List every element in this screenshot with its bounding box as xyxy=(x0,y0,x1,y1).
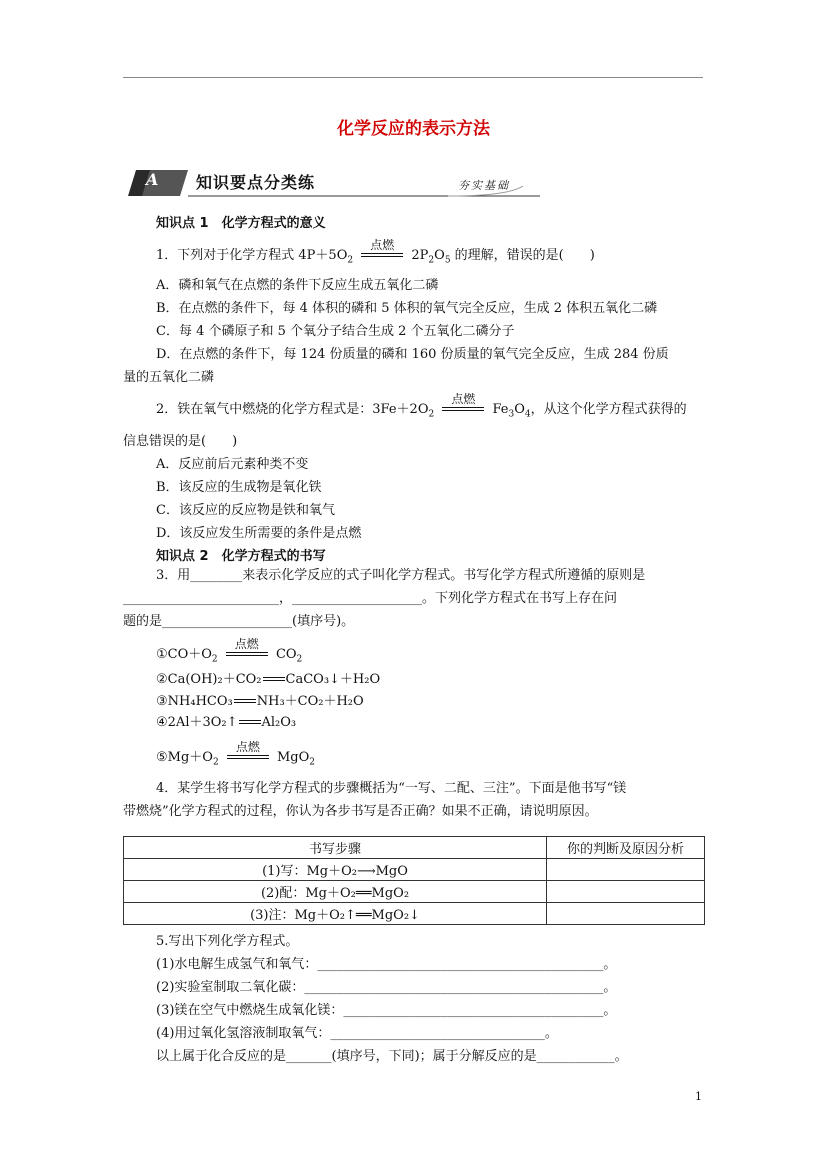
step-cell: (2)配：Mg＋O₂══MgO₂ xyxy=(124,881,547,903)
answer-cell[interactable] xyxy=(547,903,705,925)
section-heading-2: 知识点 2 化学方程式的书写 xyxy=(156,549,326,564)
q1-option-b: B．在点燃的条件下，每 4 体积的磷和 5 体积的氧气完全反应，生成 2 体积五氧化二磷 xyxy=(156,301,658,316)
document-title: 化学反应的表示方法 xyxy=(337,119,490,139)
q2-option-a: A．反应前后元素种类不变 xyxy=(156,457,309,472)
q5-item-1: (1)水电解生成氢气和氧气：____________________________________________。 xyxy=(156,957,617,972)
section-heading-1: 知识点 1 化学方程式的意义 xyxy=(156,216,326,231)
table-header-analysis: 你的判断及原因分析 xyxy=(547,837,705,859)
equation-5: $⑤Mg+O_2$ 点燃 MgO$_2$ xyxy=(156,739,315,768)
banner-subtitle: 夯实基础 xyxy=(458,179,510,192)
q2-option-c: C．该反应的反应物是铁和氧气 xyxy=(156,503,335,518)
question-2-stem: 2．铁在氧气中燃烧的化学方程式是：$3Fe+2O_2$ 点燃 $Fe_3O_4$，从这个化学方程式获得的 xyxy=(156,391,687,420)
table-row xyxy=(124,881,705,903)
header-rule xyxy=(123,77,703,78)
page-number: 1 xyxy=(695,1090,702,1103)
q5-summary: 以上属于化合反应的是_______(填序号，下同)；属于分解反应的是____________。 xyxy=(156,1049,628,1064)
table-row xyxy=(124,903,705,925)
reaction-arrow: 点燃 xyxy=(442,405,484,415)
q2-option-b: B．该反应的生成物是氧化铁 xyxy=(156,480,322,495)
question-4-line2: 带燃烧”化学方程式的过程，你认为各步书写是否正确？如果不正确，请说明原因。 xyxy=(123,804,598,819)
q2-option-d: D．该反应发生所需要的条件是点燃 xyxy=(156,526,362,541)
equation-4: ④2Al＋3O₂↑ Al₂O₃ xyxy=(156,715,297,730)
step-cell: (3)注：Mg＋O₂↑══MgO₂↓ xyxy=(124,903,547,925)
answer-cell[interactable] xyxy=(547,881,705,903)
question-2-stem-cont: 信息错误的是( ) xyxy=(123,434,238,449)
question-3-line1: 3．用________来表示化学反应的式子叫化学方程式。书写化学方程式所遵循的原则是 xyxy=(156,568,646,583)
q5-item-4: (4)用过氧化氢溶液制取氧气：_________________________________。 xyxy=(156,1026,558,1041)
banner-number: A xyxy=(146,170,159,189)
question-4-line1: 4．某学生将书写化学方程式的步骤概括为“一写、二配、三注”。下面是他书写“镁 xyxy=(156,781,627,796)
step-cell: (1)写：Mg＋O₂⟶MgO xyxy=(124,859,547,881)
steps-table xyxy=(123,836,705,925)
reaction-arrow: 点燃 xyxy=(227,753,269,763)
table-row xyxy=(124,859,705,881)
equation-2: ②Ca(OH)₂＋CO₂ CaCO₃↓＋H₂O xyxy=(156,672,381,687)
q1-option-a: A．磷和氧气在点燃的条件下反应生成五氧化二磷 xyxy=(156,278,439,293)
question-3-line3: 题的是____________________(填序号)。 xyxy=(123,614,355,629)
reaction-arrow: 点燃 xyxy=(226,650,268,660)
answer-cell[interactable] xyxy=(547,859,705,881)
equation-1: $①CO+O_2$ 点燃 $CO_2$ xyxy=(156,636,303,665)
q5-item-2: (2)实验室制取二氧化碳：______________________________________________。 xyxy=(156,980,617,995)
table-header-steps: 书写步骤 xyxy=(124,837,547,859)
q5-item-3: (3)镁在空气中燃烧生成氧化镁：________________________________________。 xyxy=(156,1003,617,1018)
reaction-arrow: 点燃 xyxy=(361,251,403,261)
question-5-stem: 5.写出下列化学方程式。 xyxy=(156,934,299,949)
q1-option-d: D．在点燃的条件下，每 124 份质量的磷和 160 份质量的氧气完全反应，生成 284 份质 xyxy=(156,347,669,362)
q1-option-d-cont: 量的五氧化二磷 xyxy=(123,370,215,385)
banner-title: 知识要点分类练 xyxy=(196,173,316,192)
equation-3: ③NH₄HCO₃ NH₃＋CO₂＋H₂O xyxy=(156,694,364,709)
table-header-row xyxy=(124,837,705,859)
q1-option-c: C．每 4 个磷原子和 5 个氧分子结合生成 2 个五氧化二磷分子 xyxy=(156,324,515,339)
question-1-stem: 1．下列对于化学方程式 $4P+5O_2$ 点燃 $2P_2O_5$ 的理解，错误的是( ) xyxy=(156,237,595,266)
question-3-line2: ________________________，____________________。下列化学方程式在书写上存在问 xyxy=(123,591,618,606)
